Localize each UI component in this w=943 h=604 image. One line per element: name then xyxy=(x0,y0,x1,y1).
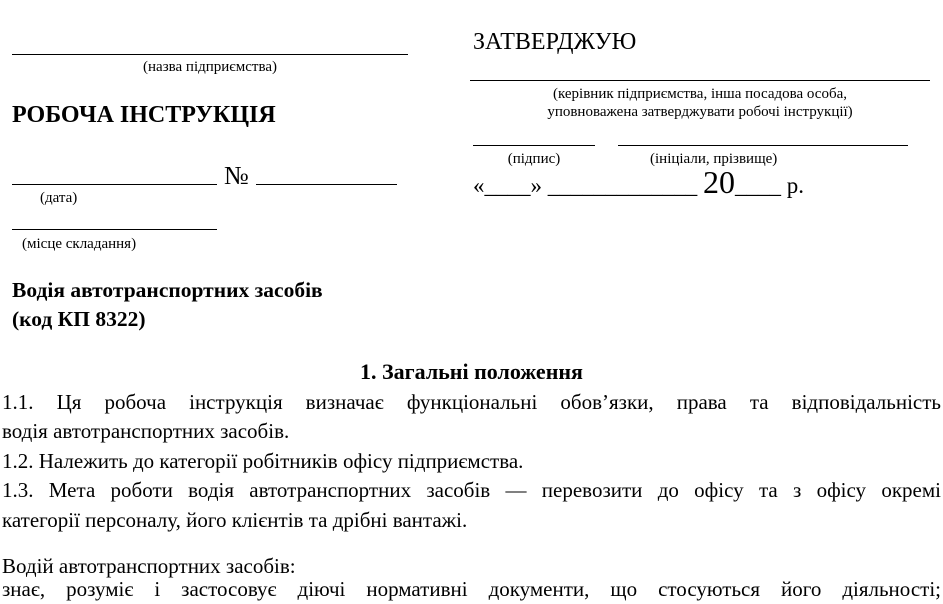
body-paragraphs xyxy=(2,388,941,535)
approver-blank-line xyxy=(470,80,930,81)
place-blank-line xyxy=(12,229,217,230)
approval-date-month-blank: _____________ xyxy=(547,173,698,198)
body-lead-line: Водій автотранспортних засобів: xyxy=(2,554,296,578)
section-heading: 1. Загальні положення xyxy=(360,359,583,384)
approver-caption-line1: (керівник підприємства, інша посадова особа, xyxy=(552,86,848,102)
document-title: РОБОЧА ІНСТРУКЦІЯ xyxy=(12,102,276,128)
body-line: 1.1. Ця робоча інструкція визначає функціональні обов’язки, права та відповідальність xyxy=(2,390,941,414)
approver-caption-line2: уповноважена затверджувати робочі інструкції) xyxy=(547,104,853,120)
subject-block xyxy=(12,276,323,335)
body-line: категорії персоналу, його клієнтів та дрібні вантажі. xyxy=(2,507,468,532)
clipped-next-line: знає, розуміє і застосовує діючі нормативні документи, що стосуються його діяльності; xyxy=(2,577,941,601)
signature-caption: (підпис) xyxy=(507,151,561,167)
body-line: 1.2. Належить до категорії робітників офісу підприємства. xyxy=(2,448,524,473)
number-blank-line xyxy=(256,184,397,185)
place-caption: (місце складання) xyxy=(22,236,137,252)
date-blank-line xyxy=(12,184,217,185)
subject-position-title: Водія автотранспортних засобів xyxy=(12,278,323,302)
approval-date-year-suffix: р. xyxy=(786,173,804,198)
approval-date-line xyxy=(473,165,804,203)
signature-blank-line xyxy=(473,145,595,146)
company-name-caption: (назва підприємства) xyxy=(143,59,277,75)
approval-date-year-blank: ____ xyxy=(735,173,781,198)
body-line: водія автотранспортних засобів. xyxy=(2,419,290,444)
date-caption: (дата) xyxy=(40,190,78,206)
body-line: 1.3. Мета роботи водія автотранспортних засобів — перевозити до офісу та з офісу окремі xyxy=(2,478,941,503)
approval-date-day-blank: «____» xyxy=(473,173,542,198)
approval-date-year: 20 xyxy=(703,164,735,200)
number-sign: № xyxy=(224,161,249,190)
approval-title: ЗАТВЕРДЖУЮ xyxy=(473,29,637,55)
initials-blank-line xyxy=(618,145,908,146)
subject-position-code: (код КП 8322) xyxy=(12,307,146,332)
approver-caption xyxy=(470,85,930,121)
company-name-blank-line xyxy=(12,54,408,55)
initials-caption: (ініціали, прізвище) xyxy=(650,151,778,167)
